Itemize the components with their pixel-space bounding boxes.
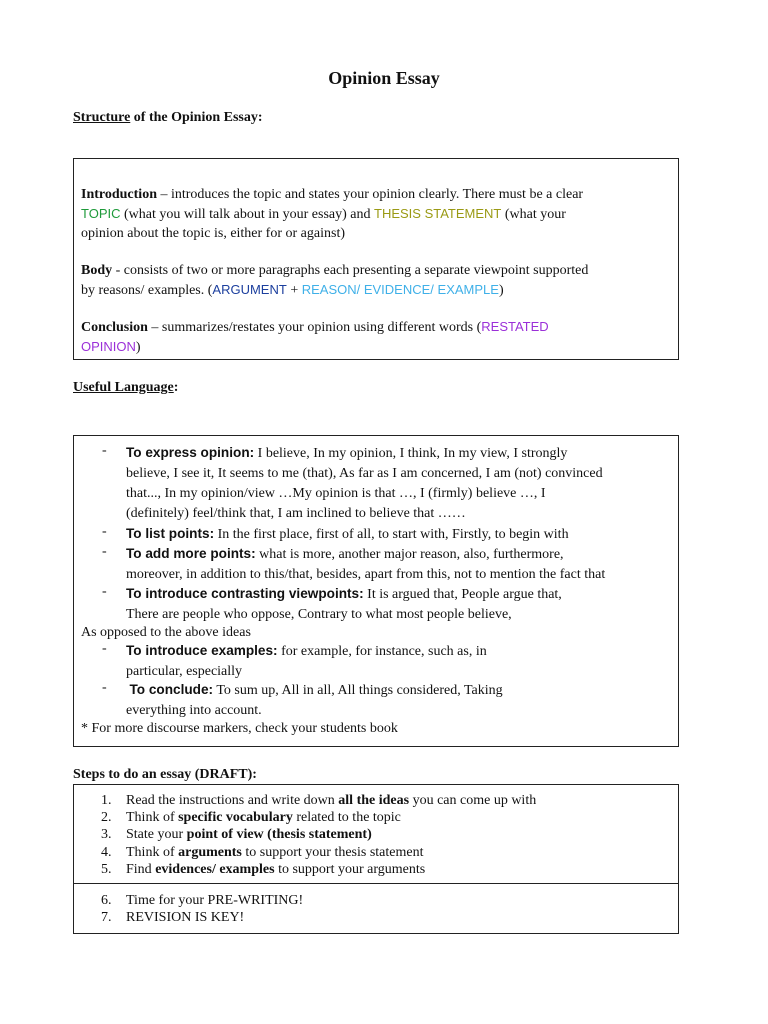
step-1-text-a: Read the instructions and write down [126, 793, 339, 808]
express-opinion-label: To express opinion: [126, 445, 255, 460]
intro-line-1 [81, 185, 665, 204]
useful-heading-underlined: Useful Language [73, 380, 174, 395]
bullet-dash: - [102, 524, 107, 539]
opinion-text-3: that..., In my opinion/view …My opinion is that …, I (firmly) believe …, I [126, 486, 546, 501]
step-number: 3. [101, 827, 112, 842]
list-points-text: In the first place, first of all, to start with, Firstly, to begin with [214, 527, 569, 542]
express-opinion-item [126, 443, 671, 524]
thesis-term: THESIS STATEMENT [374, 206, 502, 221]
step-2 [126, 809, 666, 826]
add-points-label: To add more points: [126, 546, 256, 561]
step-4-text-a: Think of [126, 845, 179, 860]
step-2-text-a: Think of [126, 810, 179, 825]
restated-term-2: OPINION [81, 339, 136, 354]
bullet-dash: - [102, 680, 107, 695]
intro-text-3: (what your [501, 207, 566, 222]
step-1-text-c: you can come up with [409, 793, 537, 808]
body-text-1: - consists of two or more paragraphs each presenting a separate viewpoint supported [112, 263, 589, 278]
intro-text-1: – introduces the topic and states your opinion clearly. There must be a clear [156, 187, 584, 202]
step-number: 5. [101, 862, 112, 877]
restated-term-1: RESTATED [481, 319, 549, 334]
conclude-item [126, 680, 671, 721]
structure-heading [73, 110, 263, 126]
step-5-bold: evidences/ examples [155, 862, 275, 877]
step-5-text-a: Find [126, 862, 156, 877]
step-7: REVISION IS KEY! [126, 910, 245, 925]
opinion-text-2: believe, I see it, It seems to me (that), As far as I am concerned, I am (not) convinced [126, 466, 603, 481]
argument-term: ARGUMENT [212, 282, 287, 297]
examples-item [126, 641, 671, 682]
structure-heading-underlined: Structure [73, 110, 131, 125]
bullet-dash: - [102, 641, 107, 656]
conclusion-text: – summarizes/restates your opinion using different words ( [147, 320, 482, 335]
contrasting-label: To introduce contrasting viewpoints: [126, 586, 364, 601]
body-line-1 [81, 261, 665, 280]
step-number: 1. [101, 793, 112, 808]
examples-text-1: for example, for instance, such as, in [277, 644, 487, 659]
contrasting-text-3: As opposed to the above ideas [81, 625, 251, 640]
conclude-text-1: To sum up, All in all, All things considered, Taking [213, 683, 503, 698]
body-plus: + [286, 283, 302, 298]
examples-label: To introduce examples: [126, 643, 278, 658]
page-title: Opinion Essay [328, 68, 440, 88]
intro-line-3: opinion about the topic is, either for or against) [81, 226, 345, 241]
add-points-text-2: moreover, in addition to this/that, besides, apart from this, not to mention the fact that [126, 567, 606, 582]
intro-line-2 [81, 204, 665, 224]
conclude-label: To conclude: [129, 682, 214, 697]
step-number: 2. [101, 810, 112, 825]
useful-heading-rest: : [173, 380, 179, 395]
introduction-paragraph [81, 185, 665, 243]
step-number: 7. [101, 910, 112, 925]
contrasting-text-2: There are people who oppose, Contrary to what most people believe, [126, 607, 512, 622]
structure-heading-rest: of the Opinion Essay: [130, 110, 263, 125]
step-6: Time for your PRE-WRITING! [126, 893, 304, 908]
steps-divider [74, 883, 678, 884]
step-1 [126, 792, 666, 809]
discourse-footnote: * For more discourse markers, check your students book [81, 721, 398, 736]
step-number: 6. [101, 893, 112, 908]
reason-term: REASON/ EVIDENCE/ EXAMPLE [301, 282, 499, 297]
step-4-text-c: to support your thesis statement [241, 845, 424, 860]
bullet-dash: - [102, 544, 107, 559]
list-points-label: To list points: [126, 526, 215, 541]
conclude-text-2: everything into account. [126, 703, 262, 718]
contrasting-text-1: It is argued that, People argue that, [363, 587, 562, 602]
add-points-item [126, 544, 671, 585]
step-number: 4. [101, 845, 112, 860]
step-2-bold: specific vocabulary [178, 810, 293, 825]
useful-language-heading [73, 380, 178, 396]
bullet-dash: - [102, 584, 107, 599]
opinion-text-1: I believe, In my opinion, I think, In my view, I strongly [254, 446, 568, 461]
step-4 [126, 844, 666, 861]
body-paragraph [81, 261, 665, 300]
list-points-item [126, 524, 671, 545]
topic-term: TOPIC [81, 206, 121, 221]
step-5 [126, 861, 666, 878]
conclusion-label: Conclusion [81, 320, 148, 335]
add-points-text-1: what is more, another major reason, also, furthermore, [255, 547, 564, 562]
step-3-bold: point of view (thesis statement) [186, 827, 372, 842]
step-5-text-c: to support your arguments [274, 862, 426, 877]
body-label: Body [81, 263, 113, 278]
conclusion-line-2 [81, 337, 665, 357]
intro-text-2: (what you will talk about in your essay) and [120, 207, 375, 222]
body-close: ) [498, 283, 504, 298]
conclusion-line-1 [81, 317, 665, 337]
bullet-dash: - [102, 443, 107, 458]
steps-heading: Steps to do an essay (DRAFT): [73, 767, 257, 782]
examples-text-2: particular, especially [126, 664, 243, 679]
step-3-text-a: State your [126, 827, 187, 842]
conclusion-paragraph [81, 317, 665, 357]
contrasting-item [126, 584, 671, 625]
intro-label: Introduction [81, 187, 157, 202]
step-3 [126, 826, 666, 843]
step-1-bold: all the ideas [338, 793, 410, 808]
body-text-2: by reasons/ examples. ( [81, 283, 213, 298]
step-2-text-c: related to the topic [292, 810, 401, 825]
body-line-2 [81, 280, 665, 300]
step-4-bold: arguments [178, 845, 242, 860]
conclusion-close: ) [135, 340, 141, 355]
opinion-text-4: (definitely) feel/think that, I am inclined to believe that …… [126, 506, 466, 521]
